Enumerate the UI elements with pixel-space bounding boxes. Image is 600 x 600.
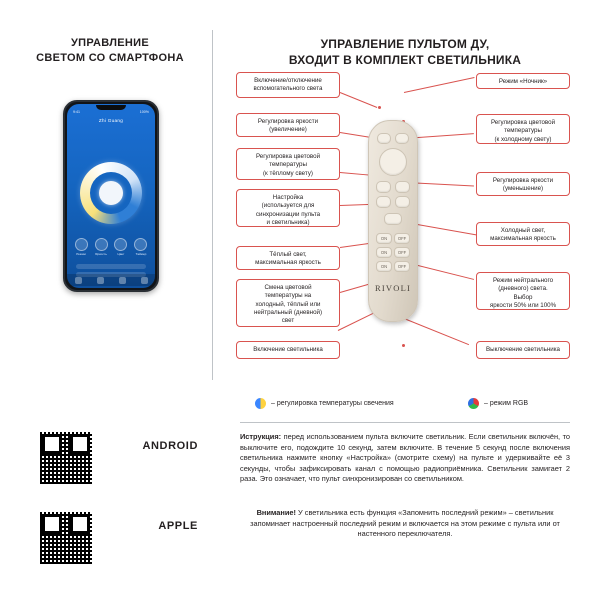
phone-notch: [96, 105, 126, 110]
callout-temp-switch: Смена цветовой температуры на холодный, тёплый или нейтральный (дневной) свет: [236, 279, 340, 327]
status-time: 9:41: [73, 110, 80, 114]
remote-button-on-2[interactable]: ON: [376, 247, 392, 258]
remote-button-night-mode[interactable]: [395, 133, 409, 144]
callout-setup: Настройка (используется для синхронизации пульта и светильника): [236, 189, 340, 227]
color-dial-inner: [90, 172, 132, 214]
instruction-text: перед использованием пульта включите светильник. Если светильник включён, то выключите его, подождите 10 секунд, затем включите. В течение 5 секунд после включения светильника нажмите кнопку «Настройка» (смотрите схему) на пульте и удерживайте её 3 секунды, чтобы зафиксировать канал с помощью радиоприёмника. Светильник замигает 2 раза. Это означает, что пульт синхронизирован со светильником.: [240, 432, 570, 484]
tab-home[interactable]: [75, 277, 82, 284]
callout-warm-max: Тёплый свет, максимальная яркость: [236, 246, 340, 270]
callout-cold-max: Холодный свет, максимальная яркость: [476, 222, 570, 246]
app-title: Zhi Guang: [98, 118, 124, 123]
phone-status-bar: [73, 110, 149, 114]
callout-turn-off: Выключение светильника: [476, 341, 570, 359]
phone-mode-icons: [75, 238, 147, 251]
leader-night-mode: [404, 77, 475, 93]
tab-timer[interactable]: [119, 277, 126, 284]
remote-button-brightness-down[interactable]: [395, 196, 410, 208]
store-label-apple: APPLE: [158, 520, 198, 532]
rgb-swatch-icon: [468, 398, 479, 409]
right-title-line1: УПРАВЛЕНИЕ ПУЛЬТОМ ДУ,: [320, 37, 490, 51]
color-dial-core[interactable]: [99, 181, 123, 205]
temperature-swatch-icon: [255, 398, 266, 409]
status-battery: 100%: [139, 110, 149, 114]
legend-rgb: [468, 398, 528, 409]
remote-button-temp-cold[interactable]: [395, 181, 410, 193]
mode-label-3: Цвет: [117, 252, 125, 256]
remote-button-main-dial[interactable]: [379, 148, 407, 176]
phone-mode-labels: [72, 252, 150, 256]
left-title-line2: СВЕТОМ СО СМАРТФОНА: [36, 51, 184, 64]
instruction-label: Иструкция:: [240, 432, 282, 441]
warning-block: [240, 508, 570, 540]
legend-temperature-label: – регулировка температуры свечения: [271, 400, 394, 407]
mode-icon-3[interactable]: [114, 238, 127, 251]
remote-button-off-2[interactable]: OFF: [394, 247, 410, 258]
remote-button-off-3[interactable]: OFF: [394, 261, 410, 272]
remote-brand-label: RIVOLI: [375, 283, 411, 293]
remote-button-on-1[interactable]: ON: [376, 233, 392, 244]
callout-neutral-mode: Режим нейтрального (дневного) света. Выбор яркости 50% или 100%: [476, 272, 570, 310]
warning-text: У светильника есть функция «Запомнить последний режим» – светильник запоминает настроенный последний режим и включается на этом режиме с пульта или от настенного переключателя.: [250, 508, 560, 539]
instruction-block: [240, 432, 570, 485]
right-section-title: [245, 36, 565, 68]
anchor-dot-1: [378, 106, 381, 109]
mode-icon-4[interactable]: [134, 238, 147, 251]
leader-aux-light: [340, 92, 377, 108]
mode-label-1: Режим: [76, 252, 86, 256]
remote-control: [368, 120, 418, 322]
callout-color-temp-warm: Регулировка цветовой температуры (к тёплому свету): [236, 148, 340, 180]
legend-rgb-label: – режим RGB: [484, 400, 529, 407]
tab-scenes[interactable]: [97, 277, 104, 284]
mode-icon-2[interactable]: [95, 238, 108, 251]
callout-brightness-up: Регулировка яркости (увеличение): [236, 113, 340, 137]
vertical-divider: [212, 30, 213, 380]
left-section-title: [20, 36, 200, 66]
leader-turn-on: [338, 311, 378, 331]
right-title-line2: ВХОДИТ В КОМПЛЕКТ СВЕТИЛЬНИКА: [288, 53, 522, 68]
left-title-line1: УПРАВЛЕНИЕ: [71, 37, 149, 49]
horizontal-divider: [240, 422, 570, 423]
callout-night-mode: Режим «Ночник»: [476, 73, 570, 89]
callout-aux-light: Включение/отключение вспомогательного света: [236, 72, 340, 98]
callout-brightness-down: Регулировка яркости (уменьшение): [476, 172, 570, 196]
anchor-dot-13: [402, 344, 405, 347]
brightness-slider[interactable]: [76, 264, 146, 269]
remote-button-off-1[interactable]: OFF: [394, 233, 410, 244]
callout-color-temp-cold: Регулировка цветовой температуры (к холодному свету): [476, 114, 570, 144]
remote-button-on-3[interactable]: ON: [376, 261, 392, 272]
warning-label: Внимание!: [256, 508, 296, 517]
callout-turn-on: Включение светильника: [236, 341, 340, 359]
mode-icon-1[interactable]: [75, 238, 88, 251]
leader-turn-off: [404, 318, 469, 345]
phone-tabbar: [67, 274, 155, 286]
tab-settings[interactable]: [141, 277, 148, 284]
remote-button-aux-light[interactable]: [377, 133, 391, 144]
remote-button-temp-warm[interactable]: [376, 196, 391, 208]
legend-temperature: [255, 398, 394, 409]
color-dial[interactable]: [80, 162, 142, 224]
remote-button-brightness-up[interactable]: [376, 181, 391, 193]
remote-button-setup[interactable]: [384, 213, 402, 225]
phone-screen: [67, 104, 155, 288]
smartphone-mockup: [63, 100, 159, 292]
mode-label-2: Яркость: [95, 252, 107, 256]
mode-label-4: Таймер: [135, 252, 147, 256]
store-label-android: ANDROID: [142, 440, 198, 452]
